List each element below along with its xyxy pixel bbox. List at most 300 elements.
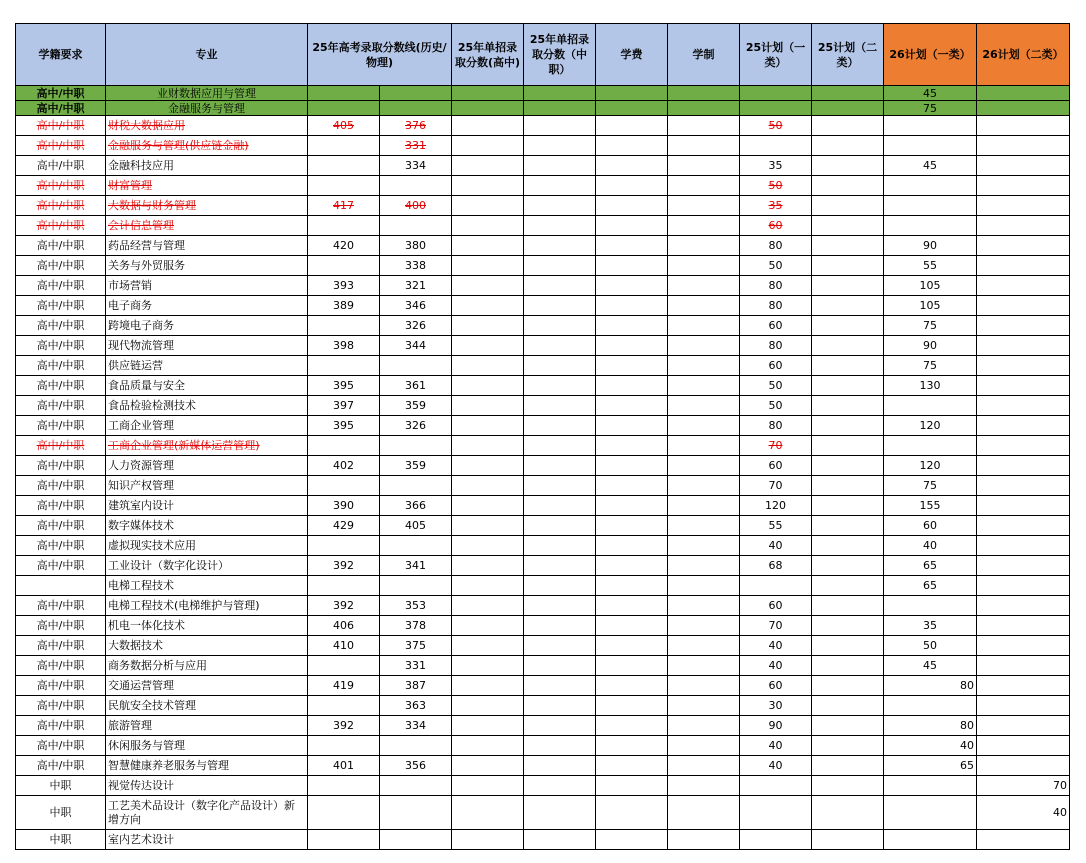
cell-fee[interactable] <box>596 536 668 556</box>
cell-fee[interactable] <box>596 636 668 656</box>
cell-dz-zz[interactable] <box>524 556 596 576</box>
cell-gk-history[interactable] <box>308 576 380 596</box>
cell-req[interactable]: 高中/中职 <box>16 756 106 776</box>
cell-plan25-a[interactable]: 80 <box>740 236 812 256</box>
cell-gk-physics[interactable]: 326 <box>380 316 452 336</box>
cell-plan25-b[interactable] <box>812 101 884 116</box>
cell-plan25-b[interactable] <box>812 216 884 236</box>
cell-gk-physics[interactable]: 359 <box>380 456 452 476</box>
cell-dz-gz[interactable] <box>452 296 524 316</box>
cell-dz-zz[interactable] <box>524 736 596 756</box>
cell-xz[interactable] <box>668 101 740 116</box>
cell-plan25-a[interactable]: 35 <box>740 156 812 176</box>
cell-fee[interactable] <box>596 116 668 136</box>
cell-plan26-b[interactable]: 70 <box>977 776 1070 796</box>
cell-plan25-b[interactable] <box>812 596 884 616</box>
cell-major[interactable]: 跨境电子商务 <box>106 316 308 336</box>
cell-req[interactable]: 中职 <box>16 830 106 850</box>
cell-xz[interactable] <box>668 556 740 576</box>
cell-dz-zz[interactable] <box>524 476 596 496</box>
cell-major[interactable]: 民航安全技术管理 <box>106 696 308 716</box>
cell-xz[interactable] <box>668 596 740 616</box>
cell-gk-history[interactable]: 389 <box>308 296 380 316</box>
cell-dz-zz[interactable] <box>524 236 596 256</box>
cell-plan25-b[interactable] <box>812 736 884 756</box>
cell-req[interactable]: 高中/中职 <box>16 296 106 316</box>
cell-plan25-a[interactable]: 80 <box>740 276 812 296</box>
cell-xz[interactable] <box>668 696 740 716</box>
cell-dz-zz[interactable] <box>524 576 596 596</box>
cell-gk-history[interactable]: 406 <box>308 616 380 636</box>
cell-xz[interactable] <box>668 776 740 796</box>
cell-req[interactable] <box>16 576 106 596</box>
cell-dz-gz[interactable] <box>452 536 524 556</box>
cell-fee[interactable] <box>596 256 668 276</box>
cell-gk-history[interactable]: 392 <box>308 596 380 616</box>
cell-plan25-a[interactable]: 80 <box>740 296 812 316</box>
cell-plan25-a[interactable]: 35 <box>740 196 812 216</box>
cell-plan25-a[interactable]: 70 <box>740 436 812 456</box>
cell-plan25-b[interactable] <box>812 756 884 776</box>
cell-plan25-b[interactable] <box>812 456 884 476</box>
cell-plan25-a[interactable] <box>740 830 812 850</box>
cell-fee[interactable] <box>596 496 668 516</box>
cell-plan26-b[interactable] <box>977 756 1070 776</box>
cell-major[interactable]: 金融科技应用 <box>106 156 308 176</box>
cell-dz-zz[interactable] <box>524 86 596 101</box>
cell-xz[interactable] <box>668 86 740 101</box>
cell-xz[interactable] <box>668 156 740 176</box>
cell-gk-history[interactable]: 417 <box>308 196 380 216</box>
cell-dz-zz[interactable] <box>524 156 596 176</box>
cell-plan25-b[interactable] <box>812 716 884 736</box>
cell-plan25-b[interactable] <box>812 656 884 676</box>
cell-dz-zz[interactable] <box>524 516 596 536</box>
cell-dz-gz[interactable] <box>452 676 524 696</box>
cell-plan25-b[interactable] <box>812 336 884 356</box>
cell-dz-gz[interactable] <box>452 496 524 516</box>
cell-dz-gz[interactable] <box>452 556 524 576</box>
cell-req[interactable]: 高中/中职 <box>16 696 106 716</box>
cell-plan25-a[interactable]: 50 <box>740 176 812 196</box>
cell-plan25-b[interactable] <box>812 416 884 436</box>
cell-gk-history[interactable]: 393 <box>308 276 380 296</box>
cell-gk-physics[interactable]: 366 <box>380 496 452 516</box>
cell-gk-physics[interactable] <box>380 436 452 456</box>
cell-gk-physics[interactable] <box>380 476 452 496</box>
cell-xz[interactable] <box>668 516 740 536</box>
cell-fee[interactable] <box>596 156 668 176</box>
cell-xz[interactable] <box>668 456 740 476</box>
cell-dz-gz[interactable] <box>452 516 524 536</box>
cell-plan26-b[interactable] <box>977 456 1070 476</box>
cell-plan25-a[interactable]: 55 <box>740 516 812 536</box>
cell-plan26-b[interactable] <box>977 216 1070 236</box>
cell-plan26-a[interactable] <box>884 830 977 850</box>
cell-gk-physics[interactable] <box>380 176 452 196</box>
cell-gk-physics[interactable]: 353 <box>380 596 452 616</box>
cell-plan25-b[interactable] <box>812 396 884 416</box>
cell-xz[interactable] <box>668 716 740 736</box>
cell-req[interactable]: 高中/中职 <box>16 316 106 336</box>
cell-gk-physics[interactable]: 356 <box>380 756 452 776</box>
cell-plan25-a[interactable] <box>740 136 812 156</box>
cell-req[interactable]: 高中/中职 <box>16 376 106 396</box>
cell-plan26-b[interactable] <box>977 316 1070 336</box>
cell-plan25-a[interactable]: 70 <box>740 476 812 496</box>
cell-req[interactable]: 高中/中职 <box>16 236 106 256</box>
cell-plan26-b[interactable] <box>977 256 1070 276</box>
cell-gk-physics[interactable]: 376 <box>380 116 452 136</box>
cell-dz-gz[interactable] <box>452 416 524 436</box>
cell-dz-gz[interactable] <box>452 436 524 456</box>
header-dz-zz-score[interactable]: 25年单招录取分数（中职） <box>524 24 596 86</box>
cell-dz-zz[interactable] <box>524 456 596 476</box>
cell-req[interactable]: 高中/中职 <box>16 336 106 356</box>
cell-major[interactable]: 现代物流管理 <box>106 336 308 356</box>
cell-gk-physics[interactable] <box>380 86 452 101</box>
cell-gk-physics[interactable] <box>380 776 452 796</box>
cell-plan25-b[interactable] <box>812 636 884 656</box>
cell-plan26-a[interactable]: 105 <box>884 276 977 296</box>
cell-gk-physics[interactable]: 378 <box>380 616 452 636</box>
cell-xz[interactable] <box>668 116 740 136</box>
cell-xz[interactable] <box>668 756 740 776</box>
cell-fee[interactable] <box>596 456 668 476</box>
cell-fee[interactable] <box>596 396 668 416</box>
cell-plan26-a[interactable]: 80 <box>884 676 977 696</box>
cell-xz[interactable] <box>668 736 740 756</box>
cell-major[interactable]: 视觉传达设计 <box>106 776 308 796</box>
cell-plan26-b[interactable] <box>977 636 1070 656</box>
cell-plan25-b[interactable] <box>812 556 884 576</box>
cell-xz[interactable] <box>668 376 740 396</box>
cell-dz-zz[interactable] <box>524 776 596 796</box>
cell-plan26-b[interactable] <box>977 236 1070 256</box>
cell-fee[interactable] <box>596 556 668 576</box>
header-plan25-b[interactable]: 25计划（二类） <box>812 24 884 86</box>
cell-xz[interactable] <box>668 256 740 276</box>
cell-req[interactable]: 高中/中职 <box>16 616 106 636</box>
cell-gk-physics[interactable]: 405 <box>380 516 452 536</box>
cell-plan26-b[interactable] <box>977 336 1070 356</box>
cell-dz-gz[interactable] <box>452 356 524 376</box>
cell-plan25-a[interactable]: 50 <box>740 256 812 276</box>
cell-plan26-b[interactable] <box>977 86 1070 101</box>
cell-plan26-b[interactable] <box>977 596 1070 616</box>
cell-plan26-a[interactable]: 60 <box>884 516 977 536</box>
cell-gk-history[interactable]: 410 <box>308 636 380 656</box>
cell-req[interactable]: 高中/中职 <box>16 416 106 436</box>
header-fee[interactable]: 学费 <box>596 24 668 86</box>
cell-plan25-a[interactable]: 70 <box>740 616 812 636</box>
cell-plan25-a[interactable]: 50 <box>740 376 812 396</box>
cell-major[interactable]: 财税大数据应用 <box>106 116 308 136</box>
cell-gk-physics[interactable]: 334 <box>380 156 452 176</box>
cell-plan26-a[interactable]: 75 <box>884 316 977 336</box>
cell-xz[interactable] <box>668 196 740 216</box>
cell-major[interactable]: 智慧健康养老服务与管理 <box>106 756 308 776</box>
cell-fee[interactable] <box>596 101 668 116</box>
cell-plan26-b[interactable] <box>977 136 1070 156</box>
cell-plan26-b[interactable] <box>977 296 1070 316</box>
cell-fee[interactable] <box>596 656 668 676</box>
cell-plan26-a[interactable] <box>884 196 977 216</box>
cell-gk-history[interactable] <box>308 216 380 236</box>
cell-plan25-a[interactable]: 50 <box>740 116 812 136</box>
cell-gk-history[interactable] <box>308 176 380 196</box>
cell-dz-zz[interactable] <box>524 676 596 696</box>
cell-fee[interactable] <box>596 376 668 396</box>
cell-plan25-a[interactable]: 40 <box>740 756 812 776</box>
cell-plan25-a[interactable]: 30 <box>740 696 812 716</box>
cell-plan26-b[interactable] <box>977 116 1070 136</box>
cell-plan25-a[interactable]: 80 <box>740 416 812 436</box>
cell-plan25-b[interactable] <box>812 496 884 516</box>
cell-req[interactable]: 高中/中职 <box>16 496 106 516</box>
cell-plan26-b[interactable] <box>977 156 1070 176</box>
cell-dz-zz[interactable] <box>524 196 596 216</box>
cell-gk-physics[interactable]: 363 <box>380 696 452 716</box>
cell-major[interactable]: 电梯工程技术(电梯维护与管理) <box>106 596 308 616</box>
cell-major[interactable]: 虚拟现实技术应用 <box>106 536 308 556</box>
header-plan26-b[interactable]: 26计划（二类） <box>977 24 1070 86</box>
cell-gk-physics[interactable] <box>380 101 452 116</box>
cell-major[interactable]: 工业设计（数字化设计） <box>106 556 308 576</box>
cell-dz-gz[interactable] <box>452 796 524 830</box>
cell-major[interactable]: 药品经营与管理 <box>106 236 308 256</box>
cell-major[interactable]: 旅游管理 <box>106 716 308 736</box>
cell-plan26-a[interactable] <box>884 436 977 456</box>
cell-plan26-a[interactable]: 80 <box>884 716 977 736</box>
cell-major[interactable]: 休闲服务与管理 <box>106 736 308 756</box>
cell-gk-physics[interactable]: 334 <box>380 716 452 736</box>
cell-gk-history[interactable]: 395 <box>308 416 380 436</box>
cell-fee[interactable] <box>596 136 668 156</box>
cell-gk-physics[interactable] <box>380 830 452 850</box>
cell-plan25-b[interactable] <box>812 576 884 596</box>
cell-gk-history[interactable] <box>308 830 380 850</box>
cell-plan26-a[interactable]: 65 <box>884 576 977 596</box>
cell-plan25-b[interactable] <box>812 616 884 636</box>
cell-gk-history[interactable] <box>308 696 380 716</box>
cell-plan26-b[interactable] <box>977 276 1070 296</box>
cell-dz-zz[interactable] <box>524 830 596 850</box>
cell-fee[interactable] <box>596 336 668 356</box>
cell-dz-gz[interactable] <box>452 176 524 196</box>
cell-gk-history[interactable] <box>308 776 380 796</box>
cell-gk-history[interactable] <box>308 536 380 556</box>
cell-xz[interactable] <box>668 216 740 236</box>
cell-dz-zz[interactable] <box>524 216 596 236</box>
cell-plan26-b[interactable] <box>977 176 1070 196</box>
cell-gk-history[interactable]: 392 <box>308 716 380 736</box>
cell-gk-physics[interactable]: 375 <box>380 636 452 656</box>
cell-plan26-a[interactable] <box>884 116 977 136</box>
cell-major[interactable]: 会计信息管理 <box>106 216 308 236</box>
cell-dz-gz[interactable] <box>452 136 524 156</box>
cell-plan26-b[interactable] <box>977 356 1070 376</box>
cell-dz-gz[interactable] <box>452 396 524 416</box>
cell-gk-history[interactable]: 392 <box>308 556 380 576</box>
cell-fee[interactable] <box>596 196 668 216</box>
cell-plan26-b[interactable] <box>977 436 1070 456</box>
cell-dz-gz[interactable] <box>452 476 524 496</box>
cell-plan26-b[interactable] <box>977 656 1070 676</box>
cell-dz-gz[interactable] <box>452 616 524 636</box>
cell-plan26-a[interactable] <box>884 776 977 796</box>
cell-plan25-b[interactable] <box>812 696 884 716</box>
cell-major[interactable]: 工商企业管理 <box>106 416 308 436</box>
cell-gk-history[interactable] <box>308 136 380 156</box>
cell-req[interactable]: 高中/中职 <box>16 556 106 576</box>
cell-xz[interactable] <box>668 276 740 296</box>
cell-req[interactable]: 高中/中职 <box>16 536 106 556</box>
cell-gk-history[interactable] <box>308 156 380 176</box>
cell-req[interactable]: 高中/中职 <box>16 456 106 476</box>
cell-gk-physics[interactable]: 380 <box>380 236 452 256</box>
cell-gk-history[interactable] <box>308 436 380 456</box>
cell-plan26-b[interactable] <box>977 476 1070 496</box>
cell-dz-gz[interactable] <box>452 756 524 776</box>
cell-req[interactable]: 中职 <box>16 776 106 796</box>
cell-fee[interactable] <box>596 796 668 830</box>
cell-gk-physics[interactable] <box>380 736 452 756</box>
cell-plan25-a[interactable]: 60 <box>740 316 812 336</box>
cell-plan25-a[interactable]: 60 <box>740 676 812 696</box>
cell-xz[interactable] <box>668 576 740 596</box>
cell-dz-zz[interactable] <box>524 616 596 636</box>
cell-gk-history[interactable]: 401 <box>308 756 380 776</box>
cell-gk-history[interactable]: 429 <box>308 516 380 536</box>
cell-req[interactable]: 高中/中职 <box>16 736 106 756</box>
cell-plan26-a[interactable] <box>884 696 977 716</box>
cell-plan26-a[interactable]: 35 <box>884 616 977 636</box>
cell-gk-physics[interactable] <box>380 356 452 376</box>
cell-plan26-a[interactable]: 45 <box>884 156 977 176</box>
cell-plan25-a[interactable]: 60 <box>740 356 812 376</box>
cell-plan25-b[interactable] <box>812 116 884 136</box>
cell-plan25-a[interactable]: 80 <box>740 336 812 356</box>
cell-plan25-b[interactable] <box>812 376 884 396</box>
cell-req[interactable]: 中职 <box>16 796 106 830</box>
cell-dz-zz[interactable] <box>524 656 596 676</box>
cell-plan26-b[interactable] <box>977 616 1070 636</box>
cell-plan26-a[interactable]: 75 <box>884 356 977 376</box>
cell-gk-history[interactable] <box>308 656 380 676</box>
cell-fee[interactable] <box>596 516 668 536</box>
cell-plan26-b[interactable] <box>977 101 1070 116</box>
cell-gk-physics[interactable]: 338 <box>380 256 452 276</box>
cell-fee[interactable] <box>596 416 668 436</box>
cell-major[interactable]: 市场营销 <box>106 276 308 296</box>
cell-gk-physics[interactable] <box>380 576 452 596</box>
cell-plan25-a[interactable] <box>740 101 812 116</box>
cell-req[interactable]: 高中/中职 <box>16 636 106 656</box>
cell-xz[interactable] <box>668 176 740 196</box>
cell-plan25-b[interactable] <box>812 176 884 196</box>
cell-plan25-a[interactable]: 60 <box>740 216 812 236</box>
cell-req[interactable]: 高中/中职 <box>16 176 106 196</box>
cell-gk-physics[interactable]: 341 <box>380 556 452 576</box>
cell-req[interactable]: 高中/中职 <box>16 676 106 696</box>
cell-plan25-b[interactable] <box>812 196 884 216</box>
cell-xz[interactable] <box>668 236 740 256</box>
cell-plan25-a[interactable]: 68 <box>740 556 812 576</box>
cell-plan26-a[interactable] <box>884 136 977 156</box>
header-gk-score[interactable]: 25年高考录取分数线(历史/物理) <box>308 24 452 86</box>
cell-fee[interactable] <box>596 716 668 736</box>
cell-fee[interactable] <box>596 316 668 336</box>
cell-xz[interactable] <box>668 136 740 156</box>
cell-major[interactable]: 商务数据分析与应用 <box>106 656 308 676</box>
cell-major[interactable]: 财富管理 <box>106 176 308 196</box>
cell-xz[interactable] <box>668 796 740 830</box>
cell-req[interactable]: 高中/中职 <box>16 476 106 496</box>
cell-plan25-b[interactable] <box>812 316 884 336</box>
cell-plan25-b[interactable] <box>812 296 884 316</box>
cell-plan25-a[interactable] <box>740 796 812 830</box>
cell-req[interactable]: 高中/中职 <box>16 516 106 536</box>
cell-gk-physics[interactable]: 346 <box>380 296 452 316</box>
cell-plan25-a[interactable]: 120 <box>740 496 812 516</box>
cell-dz-gz[interactable] <box>452 776 524 796</box>
cell-major[interactable]: 工艺美术品设计（数字化产品设计）新增方向 <box>106 796 308 830</box>
cell-xz[interactable] <box>668 656 740 676</box>
cell-gk-physics[interactable] <box>380 796 452 830</box>
cell-gk-history[interactable]: 398 <box>308 336 380 356</box>
header-plan25-a[interactable]: 25计划（一类） <box>740 24 812 86</box>
cell-plan25-b[interactable] <box>812 516 884 536</box>
cell-plan26-a[interactable]: 65 <box>884 756 977 776</box>
cell-plan25-a[interactable]: 40 <box>740 536 812 556</box>
cell-plan26-b[interactable] <box>977 196 1070 216</box>
cell-major[interactable]: 金融服务与管理(供应链金融) <box>106 136 308 156</box>
cell-plan26-a[interactable] <box>884 216 977 236</box>
cell-dz-gz[interactable] <box>452 656 524 676</box>
cell-xz[interactable] <box>668 536 740 556</box>
cell-req[interactable]: 高中/中职 <box>16 436 106 456</box>
cell-fee[interactable] <box>596 576 668 596</box>
cell-major[interactable]: 供应链运营 <box>106 356 308 376</box>
cell-gk-history[interactable] <box>308 476 380 496</box>
cell-fee[interactable] <box>596 596 668 616</box>
cell-dz-zz[interactable] <box>524 176 596 196</box>
cell-plan25-b[interactable] <box>812 156 884 176</box>
cell-plan26-a[interactable]: 120 <box>884 416 977 436</box>
cell-req[interactable]: 高中/中职 <box>16 276 106 296</box>
cell-major[interactable]: 工商企业管理(新媒体运营管理) <box>106 436 308 456</box>
cell-xz[interactable] <box>668 336 740 356</box>
cell-xz[interactable] <box>668 830 740 850</box>
cell-req[interactable]: 高中/中职 <box>16 116 106 136</box>
cell-gk-physics[interactable]: 400 <box>380 196 452 216</box>
cell-dz-gz[interactable] <box>452 216 524 236</box>
cell-major[interactable]: 关务与外贸服务 <box>106 256 308 276</box>
cell-dz-zz[interactable] <box>524 136 596 156</box>
cell-plan25-b[interactable] <box>812 830 884 850</box>
cell-req[interactable]: 高中/中职 <box>16 656 106 676</box>
cell-gk-history[interactable] <box>308 101 380 116</box>
cell-plan25-a[interactable]: 60 <box>740 456 812 476</box>
cell-dz-gz[interactable] <box>452 116 524 136</box>
cell-plan26-a[interactable]: 45 <box>884 86 977 101</box>
cell-dz-zz[interactable] <box>524 716 596 736</box>
cell-plan26-a[interactable]: 65 <box>884 556 977 576</box>
cell-plan25-b[interactable] <box>812 236 884 256</box>
cell-gk-history[interactable]: 419 <box>308 676 380 696</box>
cell-dz-gz[interactable] <box>452 316 524 336</box>
